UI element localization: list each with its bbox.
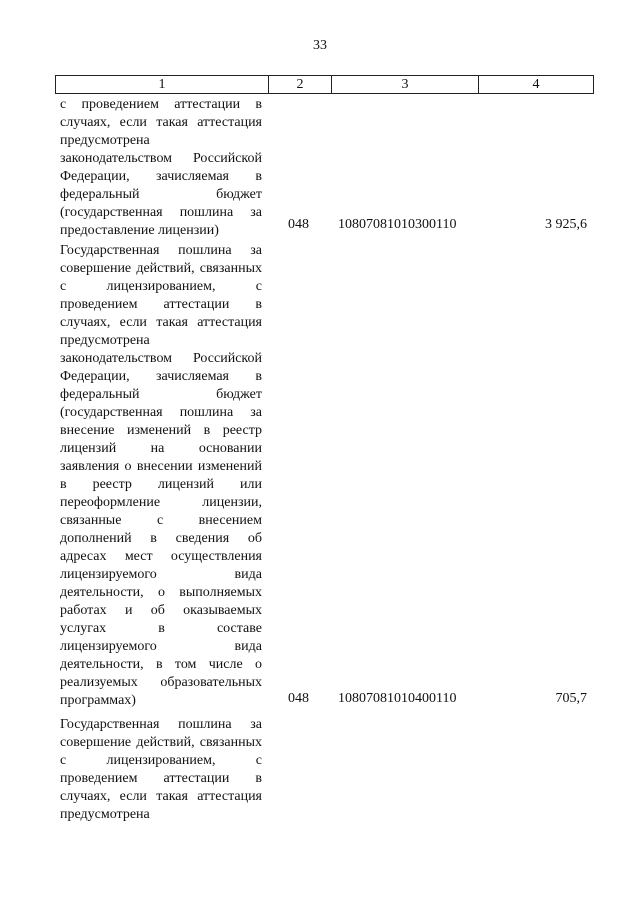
column-header-2: 2 xyxy=(269,76,332,94)
row-admin-code: 048 xyxy=(288,217,309,232)
row-description: с проведением аттестации в случаях, если такая аттестация предусмотрена законодательством Российской Федерации, зачисляемая в федеральный бюджет (государственная пошлина за предоставление лицензии) xyxy=(60,97,262,238)
page-number: 33 xyxy=(313,38,327,53)
row-description: Государственная пошлина за совершение действий, связанных с лицензированием, с проведением аттестации в случаях, если такая аттестация предусмотрена законодательством Российской Федерации, зачисляемая в федеральный бюджет (государственная пошлина за внесение изменений в реестр лицензий на основании заявления о внесении изменений в реестр лицензий или переоформление лицензии, связанные с внесением дополнений в сведения об адресах мест осуществления лицензируемого вида деятельности, о выполняемых работах и об оказываемых услугах в составе лицензируемого вида деятельности, в том числе о реализуемых образовательных программах) xyxy=(60,243,262,708)
row-amount: 3 925,6 xyxy=(545,217,587,232)
row-kbk-code: 10807081010400110 xyxy=(338,691,457,706)
row-admin-code: 048 xyxy=(288,691,309,706)
column-header-table xyxy=(55,75,594,94)
column-header-1: 1 xyxy=(56,76,269,94)
column-header-3: 3 xyxy=(332,76,479,94)
row-amount: 705,7 xyxy=(555,691,587,706)
column-header-row xyxy=(56,76,594,94)
row-kbk-code: 10807081010300110 xyxy=(338,217,457,232)
row-description: Государственная пошлина за совершение действий, связанных с лицензированием, с проведением аттестации в случаях, если такая аттестация предусмотрена xyxy=(60,717,262,822)
column-header-4: 4 xyxy=(479,76,594,94)
